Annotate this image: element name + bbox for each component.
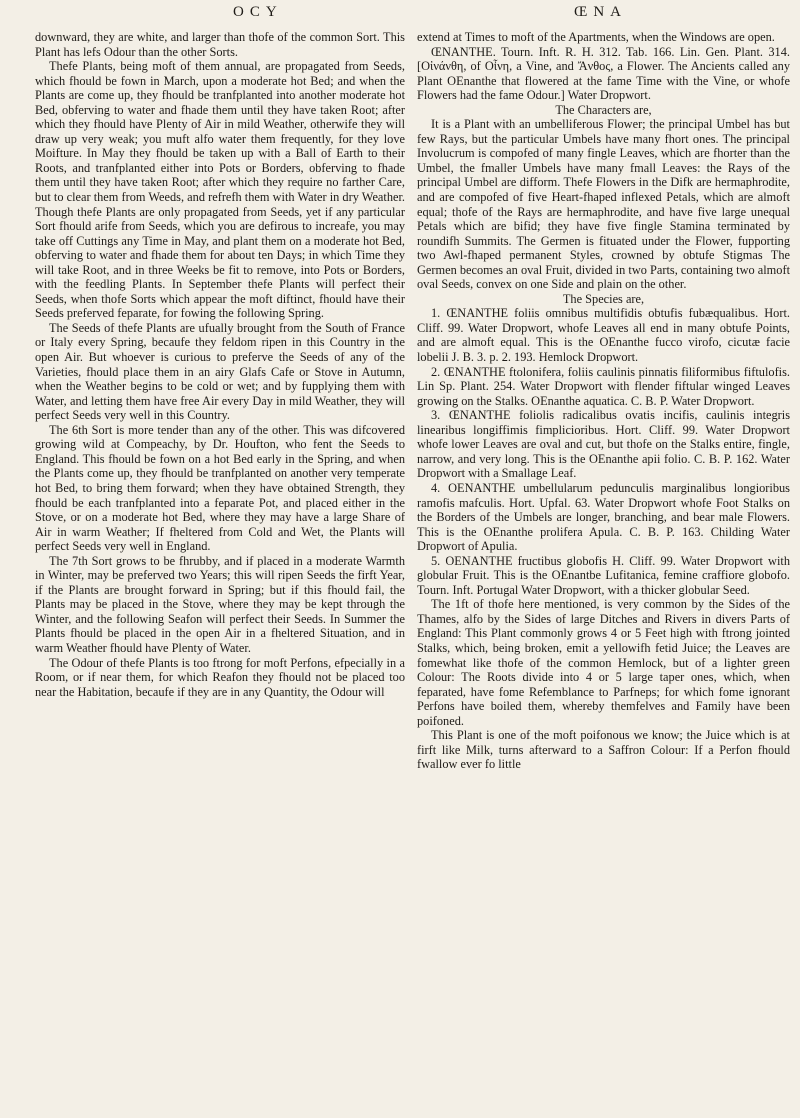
paragraph-right-1: extend at Times to moft of the Apartments, when the Windows are open. — [417, 30, 775, 44]
paragraph-left-2: Thefe Plants, being moft of them annual, are propagated from Seeds, which fhould be fown in March, upon a moderate hot Bed; and when the Plants are come up, they fhould be tranfplanted into another moderate hot Bed, obferving to water and fhade them until they have taken Root; after which they fhould have Plenty of Air in mild Weather, otherwife they will draw up very weak; you muft alfo water them frequently, for they love Moifture. In May they fhould be taken up with a Ball of Earth to their Roots, and tranfplanted either into Pots or Borders, obferving to fhade them until they have taken Root; after which they require no farther Care, but to clear them from Weeds, and refrefh them with Water in dry Weather. Though thefe Plants are only propagated from Seeds, yet if any particular Sort fhould arife from Seeds, which you are defirous to increafe, you may take off Cuttings any Time in May, and plant them on a moderate hot Bed, obferving to water and fhade them for about ten Days; in which Time they will take Root, and in three Weeks be fit to remove, into Pots or Borders, with the feedling Plants. In September thefe Plants will perfect their Seeds, when thofe Sorts which appear the moft diftinct, fhould have their Seeds preferved feparate, for fowing the following Spring. — [35, 59, 405, 321]
running-head-left: OCY — [233, 4, 283, 20]
entry-oenanthe: ŒNANTHE. Tourn. Inft. R. H. 312. Tab. 166. Lin. Gen. Plant. 314. [Οἰνάνθη, of Οἶνη, a Vine, and Ἄνθος, a Flower. The Ancients called any Plant OEnanthe that flowered at the fame Time with the Vine, or whofe Flowers had the fame Odour.] Water Dropwort. — [417, 44, 790, 103]
species-2: 2. ŒNANTHE ftolonifera, foliis caulinis pinnatis filiformibus fiftulofis. Lin Sp. Plant. 254. Water Dropwort with flender fiftular winged Leaves growing on the Stalks. OEnanthe aquatica. C. B. P. Water Dropwort. — [417, 364, 790, 408]
characters-description: It is a Plant with an umbelliferous Flower; the principal Umbel has but few Rays, but the particular Umbels have many fhort ones. The principal Involucrum is compofed of many fingle Leaves, which are fhorter than the Umbel, the fmaller Umbels have many fmall Leaves: the Rays of the principal Umbel are difform. Thefe Flowers in the Difk are hermaphrodite, and are compofed of five Heart-fhaped inflexed Petals, which are almoft equal; thofe of the Rays are hermaphrodite, and have five large unequal Petals which are bifid; they have five fingle Stamina terminated by roundifh Summits. The Germen is fituated under the Flower, fupporting two Awl-fhaped permanent Styles, crowned by obtufe Stigmas The Germen becomes an oval Fruit, divided in two Parts, containing two almoft oval Seeds, convex on one Side and plain on the other. — [417, 117, 790, 292]
species-5: 5. OENANTHE fructibus globofis H. Cliff. 99. Water Dropwort with globular Fruit. This is the OEnantbe Lufitanica, femine craffiore globofo. Tourn. Inft. Portugal Water Dropwort, with a thicker globular Seed. — [417, 553, 790, 597]
species-3: 3. ŒNANTHE foliolis radicalibus ovatis incifis, caulinis integris linearibus longiffimis fimplicioribus. Hort. Cliff. 99. Water Dropwort whofe lower Leaves are oval and cut, but thofe on the Stalks entire, fingle, narrow, and very long. This is the OEnanthe apii folio. C. B. P. 162. Water Dropwort with a Smallage Leaf. — [417, 408, 790, 481]
paragraph-left-4: The 6th Sort is more tender than any of the other. This was difcovered growing wild at Compeachy, by Dr. Houfton, who fent the Seeds to England. This fhould be fown on a hot Bed early in the Spring, and when the Plants come up, they fhould be tranfplanted on another very temperate hot Bed, to bring them forward; when they have obtained Strength, they fhould be each tranfplanted into a feparate Pot, and placed either in the Stove, or on a moderate hot Bed, where they may have a large Share of Air in warm Weather; If fheltered from Cold and Wet, the Plants will perfect Seeds very well in England. — [35, 422, 405, 554]
species-4: 4. OENANTHE umbellularum pedunculis marginalibus longioribus ramofis mafculis. Hort. Upfal. 63. Water Dropwort whofe Foot Stalks on the Borders of the Umbels are longer, branching, and bear male Flowers. This is the OEnanthe prolifera Apula. C. B. P. 163. Childing Water Dropwort of Apulia. — [417, 480, 790, 554]
paragraph-left-5: The 7th Sort grows to be fhrubby, and if placed in a moderate Warmth in Winter, may be preferved two Years; this will ripen Seeds the firft Year, if the Plants are brought forward in Spring; but if this fhould fail, the Plants may be placed in the Stove, where they may be kept through the Winter, and the following Seafon will perfect their Seeds. In Summer the Plants fhould be placed in the open Air in a fheltered Situation, and in warm Weather fhould have Plenty of Water. — [35, 553, 405, 655]
characters-heading: The Characters are, — [555, 102, 652, 117]
species-1: 1. ŒNANTHE foliis omnibus multifidis obtufis fubæqualibus. Hort. Cliff. 99. Water Dropwort, whofe Leaves all end in many obtufe Points, and are almoft equal. This is the OEnanthe fucco virofo, cicutæ facie lobelii J. B. 3. p. 2. 193. Hemlock Dropwort. — [417, 306, 790, 365]
paragraph-right-poison: This Plant is one of the moft poifonous we know; the Juice which is at firft like Milk, turns afterward to a Saffron Colour: If a Perfon fhould fwallow ever fo little — [417, 728, 790, 772]
paragraph-left-6: The Odour of thefe Plants is too ftrong for moft Perfons, efpecially in a Room, or if near them, for which Reafon they fhould not be placed too near the Habitation, becaufe if they are in any Quantity, the Odour will — [35, 655, 405, 699]
left-column — [35, 30, 405, 699]
running-head-right: ŒNA — [574, 4, 628, 20]
right-column — [417, 30, 790, 772]
species-heading: The Species are, — [562, 291, 645, 306]
paragraph-right-culture: The 1ft of thofe here mentioned, is very common by the Sides of the Thames, alfo by the Sides of large Ditches and Rivers in divers Parts of England: This Plant commonly grows 4 or 5 Feet high with ftrong jointed Stalks, which, being broken, emit a yellowifh fetid Juice; the Leaves are fomewhat like thofe of the common Hemlock, but of a lighter green Colour: The Roots divide into 4 or 5 large taper ones, which, when feparated, have fome Refemblance to Parfneps; for which fome ignorant Perfons have boiled them, whereby themfelves and Family have been poifoned. — [417, 597, 790, 728]
paragraph-left-3: The Seeds of thefe Plants are ufually brought from the South of France or Italy every Spring, becaufe they feldom ripen in this Country in the open Air. But whoever is curious to preferve the Seeds of any of the Varieties, fhould place them in an airy Glafs Cafe or Stove in Autumn, when the Weather begins to be cold or wet; and by fupplying them with Water, and letting them have free Air every Day in mild Weather, they will perfect Seeds very well in this Country. — [35, 320, 405, 423]
paragraph-left-1: downward, they are white, and larger than thofe of the common Sort. This Plant has lefs Odour than the other Sorts. — [35, 30, 405, 59]
running-head — [0, 4, 800, 28]
